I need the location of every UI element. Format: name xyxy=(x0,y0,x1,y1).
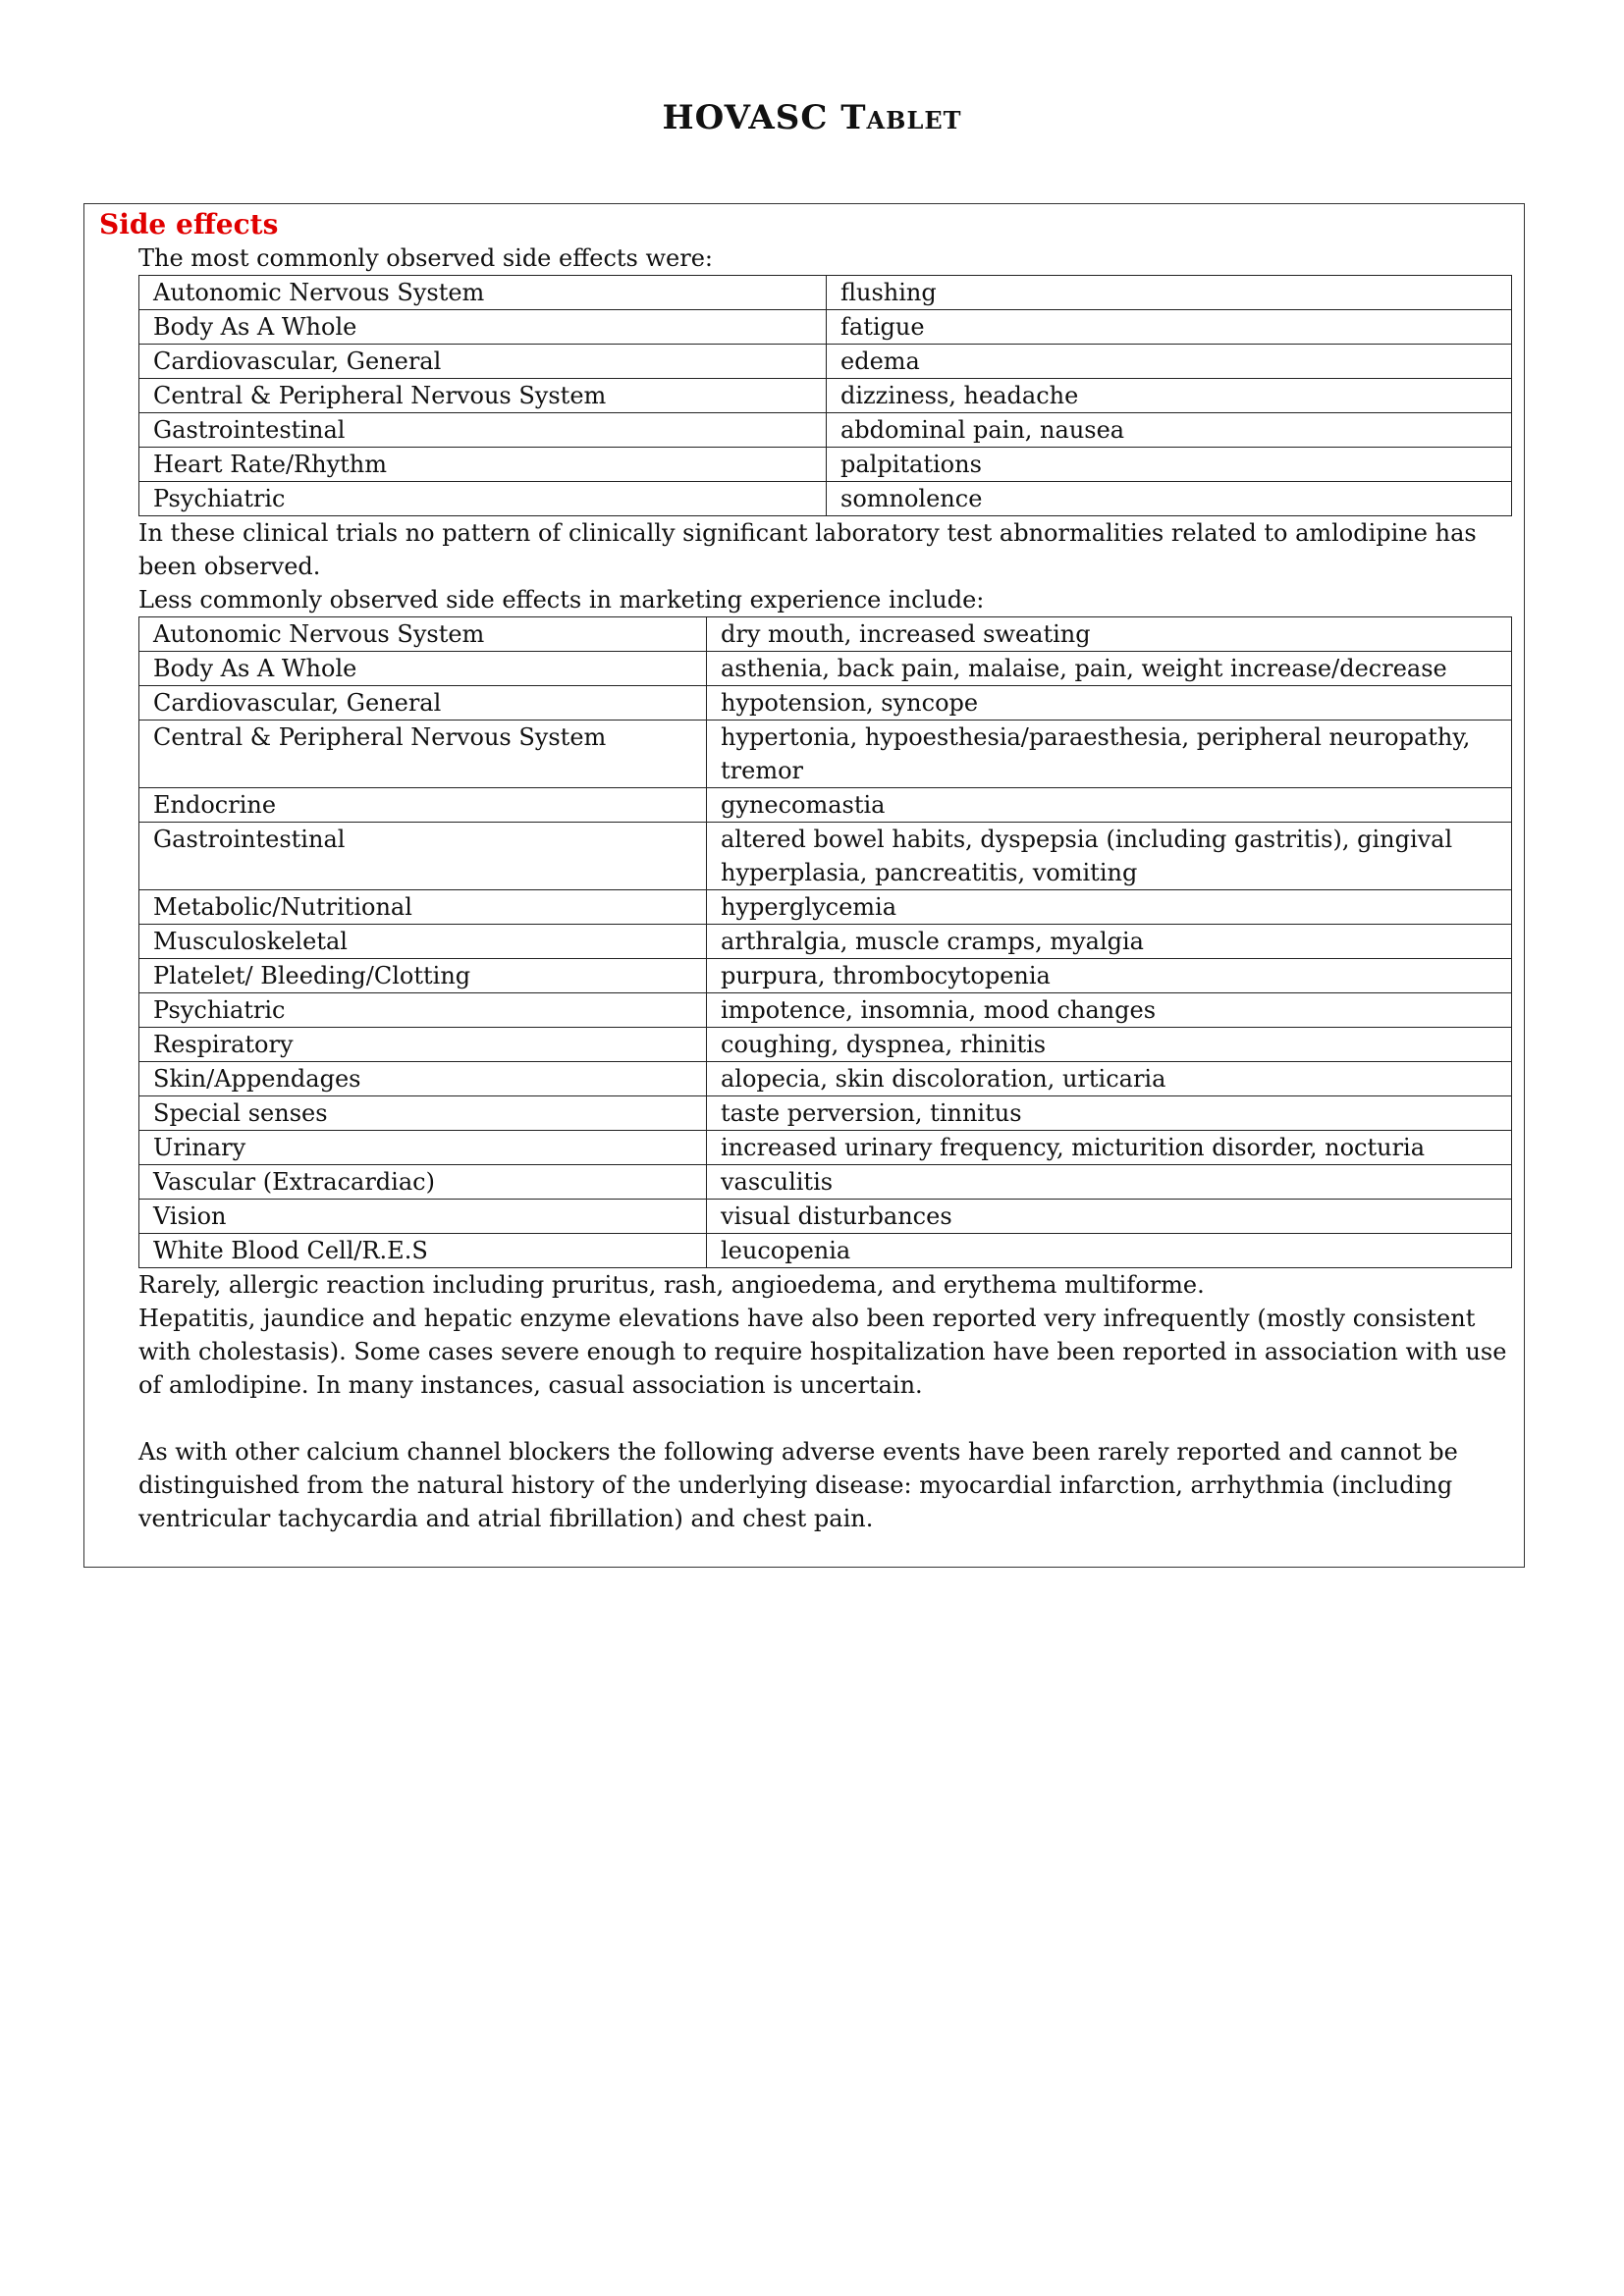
side-effect-cell: vasculitis xyxy=(707,1165,1512,1200)
body-system-cell: Autonomic Nervous System xyxy=(139,276,827,310)
table-row xyxy=(139,788,1512,823)
table-row xyxy=(139,1234,1512,1268)
side-effect-cell: increased urinary frequency, micturition disorder, nocturia xyxy=(707,1131,1512,1165)
body-system-cell: Central & Peripheral Nervous System xyxy=(139,379,827,413)
table-row xyxy=(139,1028,1512,1062)
body-system-cell: Autonomic Nervous System xyxy=(139,617,707,652)
body-system-cell: Special senses xyxy=(139,1096,707,1131)
side-effect-cell: edema xyxy=(827,345,1512,379)
side-effect-cell: purpura, thrombocytopenia xyxy=(707,959,1512,993)
side-effects-heading: Side effects xyxy=(99,208,279,240)
common-effects-table xyxy=(138,275,1512,516)
less-common-effects-table xyxy=(138,616,1512,1268)
table-row xyxy=(139,1200,1512,1234)
table-row xyxy=(139,890,1512,925)
side-effect-cell: impotence, insomnia, mood changes xyxy=(707,993,1512,1028)
body-system-cell: Central & Peripheral Nervous System xyxy=(139,721,707,788)
body-system-cell: Platelet/ Bleeding/Clotting xyxy=(139,959,707,993)
table-row xyxy=(139,345,1512,379)
hepatitis-note: Hepatitis, jaundice and hepatic enzyme elevations have also been reported very infrequently (mostly consistent with cholestasis). Some cases severe enough to require hospitalization have been reported in association with use of amlodipine. In many instances, casual association is uncertain. xyxy=(138,1305,1507,1399)
body-system-cell: Cardiovascular, General xyxy=(139,345,827,379)
table-row xyxy=(139,276,1512,310)
table-row xyxy=(139,721,1512,788)
table-row xyxy=(139,413,1512,448)
side-effect-cell: leucopenia xyxy=(707,1234,1512,1268)
body-system-cell: Vision xyxy=(139,1200,707,1234)
table-row xyxy=(139,1165,1512,1200)
side-effect-cell: altered bowel habits, dyspepsia (including gastritis), gingival hyperplasia, pancreatitis, vomiting xyxy=(707,823,1512,890)
side-effect-cell: taste perversion, tinnitus xyxy=(707,1096,1512,1131)
body-system-cell: Body As A Whole xyxy=(139,310,827,345)
side-effect-cell: coughing, dyspnea, rhinitis xyxy=(707,1028,1512,1062)
body-system-cell: Psychiatric xyxy=(139,482,827,516)
body-system-cell: Skin/Appendages xyxy=(139,1062,707,1096)
body-system-cell: Heart Rate/Rhythm xyxy=(139,448,827,482)
paragraph-spacer xyxy=(138,1402,1511,1435)
body-system-cell: Body As A Whole xyxy=(139,652,707,686)
common-effects-intro: The most commonly observed side effects were: xyxy=(138,244,714,272)
side-effects-content xyxy=(138,241,1511,1535)
side-effect-cell: dry mouth, increased sweating xyxy=(707,617,1512,652)
calcium-channel-note: As with other calcium channel blockers the following adverse events have been rarely reported and cannot be distinguished from the natural history of the underlying disease: myocardial infarction, arrhythmia (including ventricular tachycardia and atrial fibrillation) and chest pain. xyxy=(138,1438,1458,1532)
table-row xyxy=(139,617,1512,652)
body-system-cell: Vascular (Extracardiac) xyxy=(139,1165,707,1200)
side-effect-cell: flushing xyxy=(827,276,1512,310)
side-effect-cell: alopecia, skin discoloration, urticaria xyxy=(707,1062,1512,1096)
side-effect-cell: asthenia, back pain, malaise, pain, weight increase/decrease xyxy=(707,652,1512,686)
body-system-cell: Gastrointestinal xyxy=(139,823,707,890)
table-row xyxy=(139,1131,1512,1165)
table-row xyxy=(139,925,1512,959)
body-system-cell: Psychiatric xyxy=(139,993,707,1028)
side-effect-cell: dizziness, headache xyxy=(827,379,1512,413)
side-effects-box xyxy=(83,203,1525,1568)
table-row xyxy=(139,823,1512,890)
less-common-effects-intro: Less commonly observed side effects in marketing experience include: xyxy=(138,586,985,614)
table-row xyxy=(139,482,1512,516)
side-effect-cell: hypertonia, hypoesthesia/paraesthesia, peripheral neuropathy, tremor xyxy=(707,721,1512,788)
side-effect-cell: palpitations xyxy=(827,448,1512,482)
table-row xyxy=(139,1062,1512,1096)
side-effect-cell: gynecomastia xyxy=(707,788,1512,823)
body-system-cell: Gastrointestinal xyxy=(139,413,827,448)
side-effect-cell: fatigue xyxy=(827,310,1512,345)
body-system-cell: Musculoskeletal xyxy=(139,925,707,959)
table-row xyxy=(139,686,1512,721)
table-row xyxy=(139,959,1512,993)
table-row xyxy=(139,310,1512,345)
body-system-cell: Metabolic/Nutritional xyxy=(139,890,707,925)
table-row xyxy=(139,652,1512,686)
body-system-cell: White Blood Cell/R.E.S xyxy=(139,1234,707,1268)
table-row xyxy=(139,448,1512,482)
lab-note: In these clinical trials no pattern of clinically significant laboratory test abnormalities related to amlodipine has been observed. xyxy=(138,519,1477,580)
body-system-cell: Endocrine xyxy=(139,788,707,823)
body-system-cell: Cardiovascular, General xyxy=(139,686,707,721)
side-effect-cell: somnolence xyxy=(827,482,1512,516)
body-system-cell: Respiratory xyxy=(139,1028,707,1062)
side-effect-cell: visual disturbances xyxy=(707,1200,1512,1234)
allergic-note: Rarely, allergic reaction including pruritus, rash, angioedema, and erythema multiforme. xyxy=(138,1271,1205,1299)
document-title: HOVASC Tablet xyxy=(662,98,962,137)
side-effect-cell: hypotension, syncope xyxy=(707,686,1512,721)
side-effect-cell: abdominal pain, nausea xyxy=(827,413,1512,448)
side-effect-cell: arthralgia, muscle cramps, myalgia xyxy=(707,925,1512,959)
table-row xyxy=(139,1096,1512,1131)
table-row xyxy=(139,993,1512,1028)
table-row xyxy=(139,379,1512,413)
side-effect-cell: hyperglycemia xyxy=(707,890,1512,925)
body-system-cell: Urinary xyxy=(139,1131,707,1165)
